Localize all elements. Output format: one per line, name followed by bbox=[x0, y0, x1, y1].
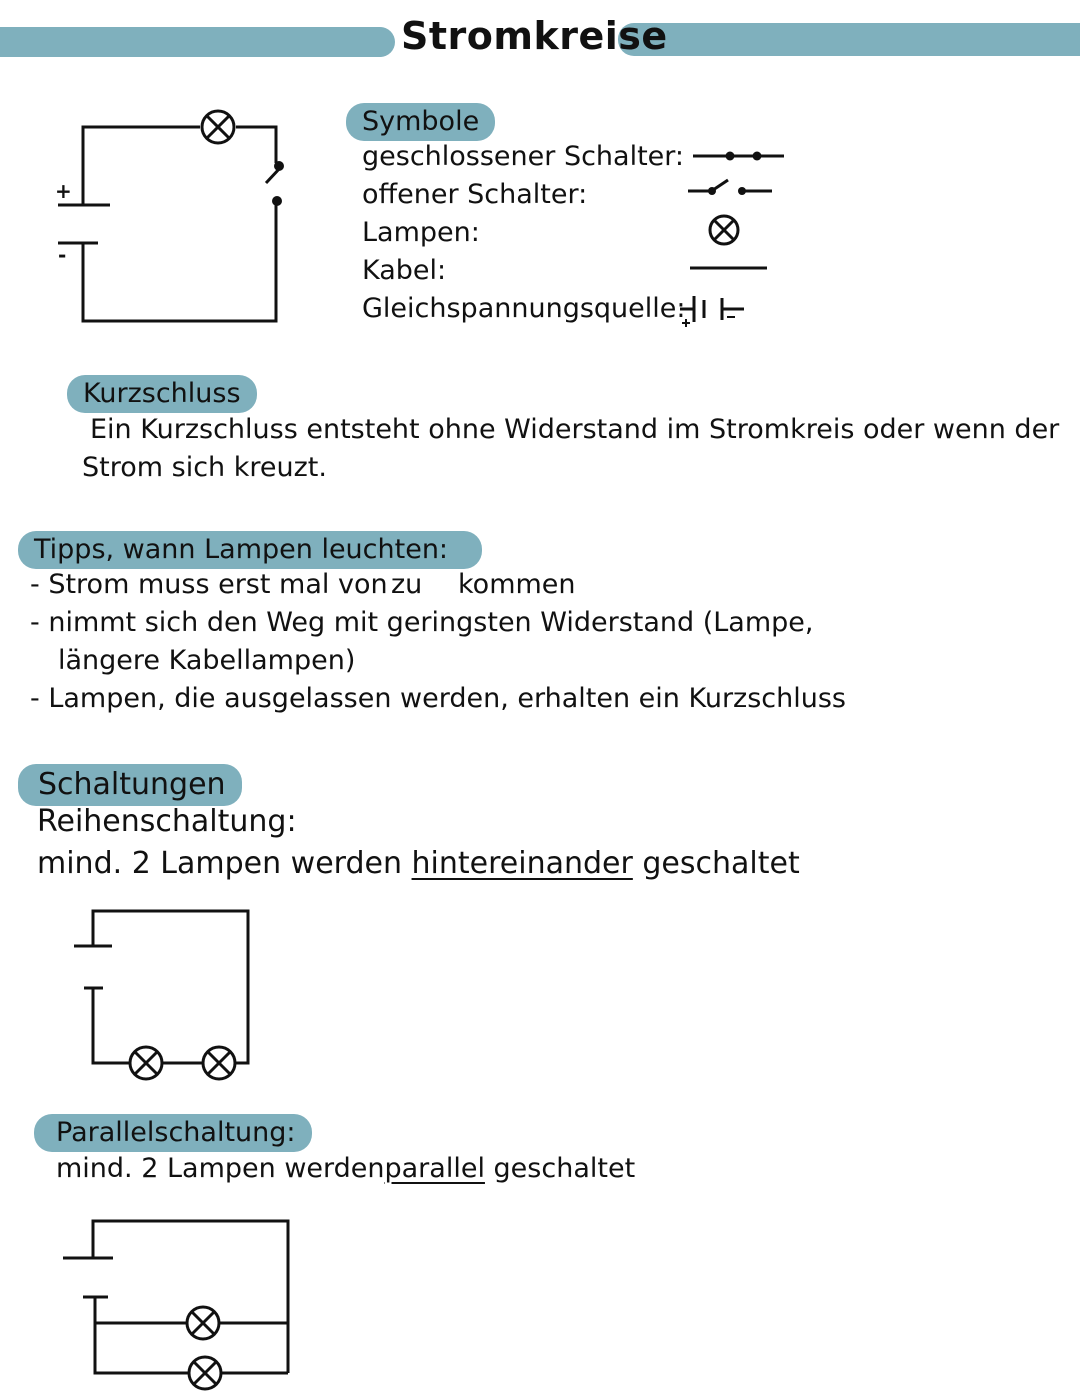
tip-2-line2: längere Kabellampen) bbox=[58, 645, 356, 676]
symbol-label-closed-switch: geschlossener Schalter: bbox=[362, 141, 685, 172]
series-desc-after: geschaltet bbox=[642, 846, 800, 881]
parallel-heading: Parallelschaltung: bbox=[34, 1114, 312, 1152]
symbol-label-cable: Kabel: bbox=[362, 255, 447, 286]
series-title: Reihenschaltung: bbox=[37, 804, 297, 839]
tip-3: - Lampen, die ausgelassen werden, erhalten ein Kurzschluss bbox=[30, 683, 846, 714]
symbol-label-lamp: Lampen: bbox=[362, 217, 480, 248]
tip-1-part-c: kommen bbox=[458, 569, 576, 600]
parallel-desc-keyword: parallel bbox=[384, 1153, 485, 1184]
short-circuit-heading: Kurzschluss bbox=[67, 375, 257, 413]
tip-1-part-b: zu bbox=[391, 569, 423, 600]
series-desc-before: mind. 2 Lampen werden bbox=[37, 846, 402, 881]
circuits-heading: Schaltungen bbox=[18, 764, 242, 806]
short-circuit-text-line1: Ein Kurzschluss entsteht ohne Widerstand im Stromkreis oder wenn der bbox=[90, 414, 1060, 445]
page-title: Stromkreise bbox=[401, 14, 668, 58]
series-desc-keyword: hintereinander bbox=[411, 846, 633, 881]
parallel-desc-before: mind. 2 Lampen werden bbox=[56, 1153, 385, 1184]
parallel-desc-after: geschaltet bbox=[493, 1153, 636, 1184]
symbols-heading: Symbole bbox=[346, 103, 495, 141]
minus-sign: - bbox=[58, 243, 67, 267]
symbol-label-open-switch: offener Schalter: bbox=[362, 179, 588, 210]
plus-sign: + bbox=[55, 179, 72, 203]
tips-heading: Tipps, wann Lampen leuchten: bbox=[18, 531, 482, 569]
tip-1-part-a: - Strom muss erst mal von bbox=[30, 569, 388, 600]
tip-2-line1: - nimmt sich den Weg mit geringsten Widerstand (Lampe, bbox=[30, 607, 814, 638]
short-circuit-text-line2: Strom sich kreuzt. bbox=[82, 452, 327, 483]
symbol-label-dc-source: Gleichspannungsquelle: bbox=[362, 293, 686, 324]
